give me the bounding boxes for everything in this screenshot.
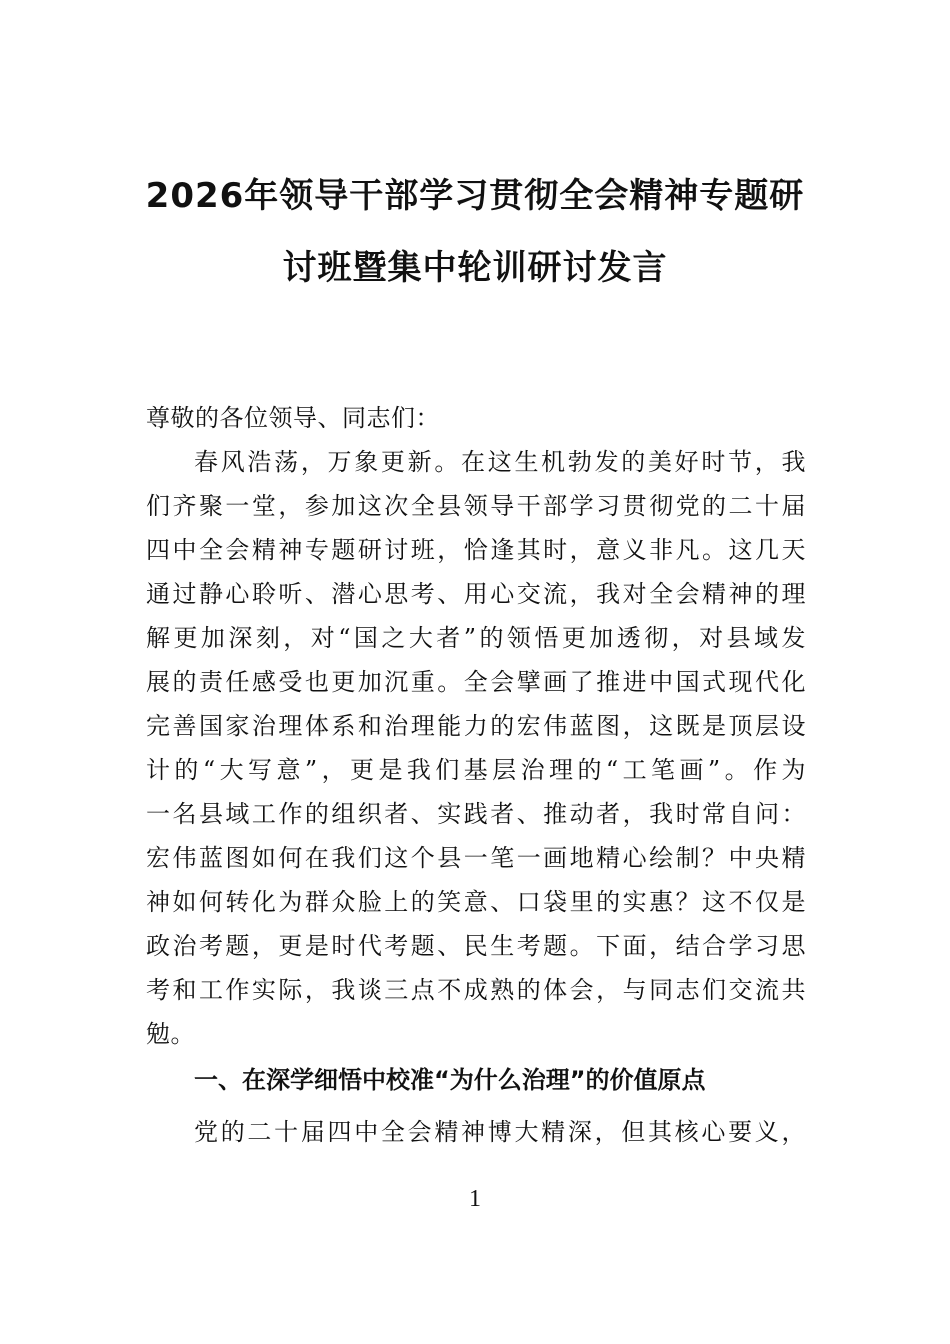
paragraph-1-line-2: 们齐聚一堂，参加这次全县领导干部学习贯彻党的二十届 (146, 492, 806, 520)
paragraph-1-line-13: 考和工作实际，我谈三点不成熟的体会，与同志们交流共 (146, 976, 806, 1004)
document-title-line-1: 2026年领导干部学习贯彻全会精神专题研 (145, 176, 805, 216)
paragraph-1-line-3: 四中全会精神专题研讨班，恰逢其时，意义非凡。这几天 (146, 536, 806, 564)
paragraph-1-line-4: 通过静心聆听、潜心思考、用心交流，我对全会精神的理 (146, 580, 806, 608)
paragraph-1-line-5: 解更加深刻，对“国之大者”的领悟更加透彻，对县域发 (146, 624, 806, 652)
page-number: 1 (469, 1186, 481, 1212)
paragraph-1-line-11: 神如何转化为群众脸上的笑意、口袋里的实惠？这不仅是 (146, 888, 806, 916)
paragraph-1-line-7: 完善国家治理体系和治理能力的宏伟蓝图，这既是顶层设 (146, 712, 806, 740)
paragraph-1-line-12: 政治考题，更是时代考题、民生考题。下面，结合学习思 (146, 932, 806, 960)
document-title-line-2: 讨班暨集中轮训研讨发言 (282, 248, 668, 288)
section-1-heading: 一、在深学细悟中校准“为什么治理”的价值原点 (194, 1066, 706, 1094)
paragraph-1-line-6: 展的责任感受也更加沉重。全会擘画了推进中国式现代化 (146, 668, 806, 696)
paragraph-1-line-14: 勉。 (146, 1020, 195, 1048)
paragraph-1-line-8: 计的“大写意”，更是我们基层治理的“工笔画”。作为 (146, 756, 806, 784)
paragraph-1-line-1: 春风浩荡，万象更新。在这生机勃发的美好时节，我 (194, 448, 806, 476)
paragraph-2-line-1: 党的二十届四中全会精神博大精深，但其核心要义， (194, 1118, 806, 1146)
salutation: 尊敬的各位领导、同志们： (146, 404, 440, 432)
paragraph-1-line-9: 一名县域工作的组织者、实践者、推动者，我时常自问： (146, 800, 806, 828)
paragraph-1-line-10: 宏伟蓝图如何在我们这个县一笔一画地精心绘制？中央精 (146, 844, 806, 872)
